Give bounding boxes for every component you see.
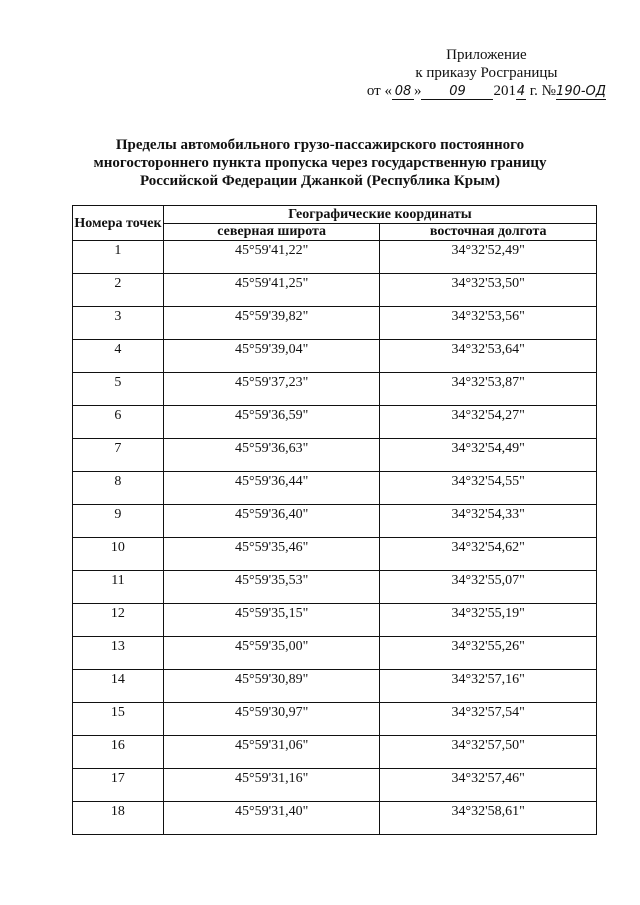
point-number: 5 — [73, 373, 164, 406]
table-row — [73, 505, 597, 538]
longitude-cell: 34°32'55,07" — [380, 571, 597, 604]
table-row — [73, 571, 597, 604]
latitude-cell: 45°59'31,16" — [163, 769, 380, 802]
table-row — [73, 472, 597, 505]
latitude-cell: 45°59'36,44" — [163, 472, 380, 505]
point-number: 16 — [73, 736, 164, 769]
point-number: 6 — [73, 406, 164, 439]
latitude-cell: 45°59'36,40" — [163, 505, 380, 538]
order-day: 08 — [392, 85, 414, 100]
order-number: 190-ОД — [556, 84, 606, 99]
longitude-cell: 34°32'54,62" — [380, 538, 597, 571]
table-row — [73, 736, 597, 769]
longitude-cell: 34°32'57,50" — [380, 736, 597, 769]
longitude-cell: 34°32'55,19" — [380, 604, 597, 637]
point-number: 1 — [73, 241, 164, 274]
latitude-cell: 45°59'41,25" — [163, 274, 380, 307]
coordinates-table — [72, 205, 597, 835]
latitude-cell: 45°59'41,22" — [163, 241, 380, 274]
table-row — [73, 604, 597, 637]
longitude-cell: 34°32'53,87" — [380, 373, 597, 406]
table-body — [73, 241, 597, 835]
header-east-longitude: восточная долгота — [380, 224, 597, 241]
latitude-cell: 45°59'35,00" — [163, 637, 380, 670]
table-row — [73, 307, 597, 340]
latitude-cell: 45°59'39,82" — [163, 307, 380, 340]
order-month: 09 — [421, 85, 493, 100]
longitude-cell: 34°32'57,16" — [380, 670, 597, 703]
order-year-digit: 4 — [516, 84, 526, 99]
longitude-cell: 34°32'54,33" — [380, 505, 597, 538]
latitude-cell: 45°59'35,15" — [163, 604, 380, 637]
latitude-cell: 45°59'39,04" — [163, 340, 380, 373]
longitude-cell: 34°32'57,54" — [380, 703, 597, 736]
point-number: 15 — [73, 703, 164, 736]
latitude-cell: 45°59'30,89" — [163, 670, 380, 703]
longitude-cell: 34°32'54,49" — [380, 439, 597, 472]
point-number: 11 — [73, 571, 164, 604]
table-row — [73, 439, 597, 472]
header-geo-coordinates: Географические координаты — [163, 206, 596, 224]
point-number: 14 — [73, 670, 164, 703]
point-number: 4 — [73, 340, 164, 373]
table-row — [73, 340, 597, 373]
point-number: 7 — [73, 439, 164, 472]
latitude-cell: 45°59'31,06" — [163, 736, 380, 769]
longitude-cell: 34°32'52,49" — [380, 241, 597, 274]
table-row — [73, 373, 597, 406]
table-row — [73, 802, 597, 835]
appendix-label: Приложение — [446, 47, 527, 63]
title-line-1: Пределы автомобильного грузо-пассажирского постоянного — [115, 137, 525, 153]
point-number: 9 — [73, 505, 164, 538]
latitude-cell: 45°59'35,46" — [163, 538, 380, 571]
table-row — [73, 637, 597, 670]
table-row — [73, 406, 597, 439]
header-point-numbers: Номера точек — [73, 206, 164, 241]
longitude-cell: 34°32'58,61" — [380, 802, 597, 835]
table-row — [73, 274, 597, 307]
point-number: 3 — [73, 307, 164, 340]
latitude-cell: 45°59'31,40" — [163, 802, 380, 835]
latitude-cell: 45°59'36,63" — [163, 439, 380, 472]
title-line-2: многостороннего пункта пропуска через государственную границу — [93, 155, 547, 171]
table-row — [73, 241, 597, 274]
longitude-cell: 34°32'54,27" — [380, 406, 597, 439]
point-number: 10 — [73, 538, 164, 571]
latitude-cell: 45°59'35,53" — [163, 571, 380, 604]
document-title — [0, 136, 640, 190]
table-header-row — [73, 206, 597, 224]
table-row — [73, 670, 597, 703]
point-number: 18 — [73, 802, 164, 835]
point-number: 13 — [73, 637, 164, 670]
table-row — [73, 538, 597, 571]
point-number: 2 — [73, 274, 164, 307]
header-north-latitude: северная широта — [163, 224, 380, 241]
point-number: 8 — [73, 472, 164, 505]
longitude-cell: 34°32'53,50" — [380, 274, 597, 307]
longitude-cell: 34°32'57,46" — [380, 769, 597, 802]
point-number: 12 — [73, 604, 164, 637]
order-reference: к приказу Росграницы — [415, 65, 558, 81]
table-row — [73, 703, 597, 736]
title-line-3: Российской Федерации Джанкой (Республика Крым) — [139, 173, 501, 189]
appendix-header — [367, 46, 606, 100]
longitude-cell: 34°32'53,56" — [380, 307, 597, 340]
latitude-cell: 45°59'36,59" — [163, 406, 380, 439]
order-date-number: от « 08 » 09 2014 г. №190-ОД — [366, 83, 606, 99]
table-row — [73, 769, 597, 802]
longitude-cell: 34°32'53,64" — [380, 340, 597, 373]
latitude-cell: 45°59'37,23" — [163, 373, 380, 406]
longitude-cell: 34°32'55,26" — [380, 637, 597, 670]
latitude-cell: 45°59'30,97" — [163, 703, 380, 736]
longitude-cell: 34°32'54,55" — [380, 472, 597, 505]
point-number: 17 — [73, 769, 164, 802]
